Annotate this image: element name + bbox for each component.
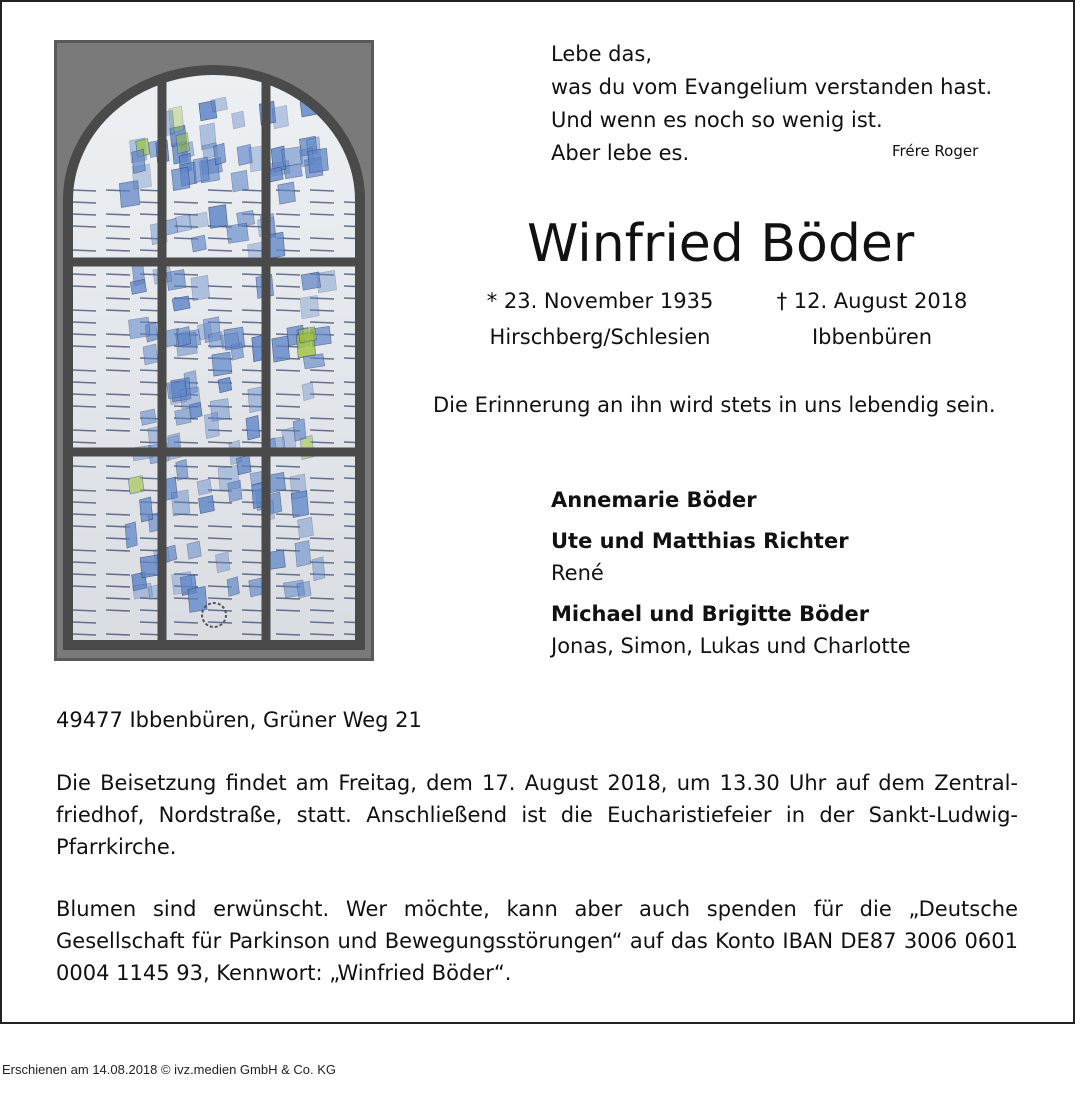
family-member: Annemarie Böder xyxy=(551,488,757,512)
family-list xyxy=(551,484,911,662)
stained-glass-window-image xyxy=(54,40,374,661)
quote-line: Lebe das, xyxy=(551,42,652,66)
family-member: Ute und Matthias Richter xyxy=(551,529,849,553)
donation-paragraph: Blumen sind erwünscht. Wer möchte, kann aber auch spenden für die „Deutsche Gesellschaft für Parkinson und Bewegungsstörungen“ auf das Konto IBAN DE87 3006 0601 0004 1145 93, Kennwort: „Winfried Böder“. xyxy=(56,897,1018,985)
family-children: Jonas, Simon, Lukas und Charlotte xyxy=(551,634,911,658)
death-place: Ibbenbüren xyxy=(811,325,933,349)
birth-place: Hirschberg/Schlesien xyxy=(489,325,711,349)
deceased-name: Winfried Böder xyxy=(527,214,915,274)
quote-author: Frére Roger xyxy=(892,142,979,160)
family-children: René xyxy=(551,561,604,585)
remembrance-text: Die Erinnerung an ihn wird stets in uns lebendig sein. xyxy=(433,393,996,417)
birth-date: * 23. November 1935 xyxy=(486,289,714,313)
quote-line: Aber lebe es. xyxy=(551,141,690,165)
family-member: Michael und Brigitte Böder xyxy=(551,602,870,626)
publication-footer: Erschienen am 14.08.2018 © ivz.medien GmbH & Co. KG xyxy=(2,1062,337,1077)
birth-info xyxy=(478,283,722,355)
death-info xyxy=(769,283,975,355)
funeral-paragraph: Die Beisetzung findet am Freitag, dem 17. August 2018, um 13.30 Uhr auf dem Zentralfriedhof, Nordstraße, statt. Anschließend ist die Eucharistiefeier in der Sankt-Ludwig-Pfarrkirche. xyxy=(56,771,1018,859)
quote-line: Und wenn es noch so wenig ist. xyxy=(551,108,883,132)
quote-line: was du vom Evangelium verstanden hast. xyxy=(551,75,993,99)
death-date: † 12. August 2018 xyxy=(776,289,968,313)
address: 49477 Ibbenbüren, Grüner Weg 21 xyxy=(56,708,422,732)
